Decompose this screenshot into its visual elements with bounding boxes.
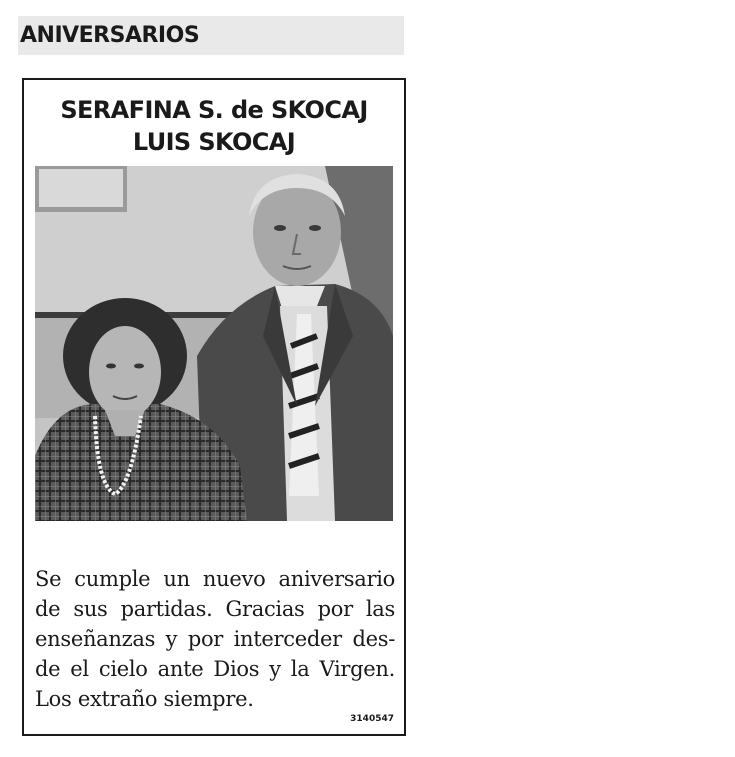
name-line-1: SERAFINA S. de SKOCAJ [60, 96, 368, 124]
section-header [18, 16, 404, 55]
couple-photo-icon [35, 166, 393, 521]
names-heading [24, 94, 404, 158]
name-line-2: LUIS SKOCAJ [132, 128, 296, 156]
section-title: ANIVERSARIOS [20, 23, 200, 48]
couple-photo [35, 166, 393, 521]
obituary-notice [22, 78, 406, 736]
memorial-message: Se cumple un nuevo aniversario de sus partidas. Gracias por las enseñanzas y por interceder des-de el cielo ante Dios y la Virgen. Los extraño siempre. [35, 567, 395, 711]
reference-number: 3140547 [350, 714, 394, 724]
